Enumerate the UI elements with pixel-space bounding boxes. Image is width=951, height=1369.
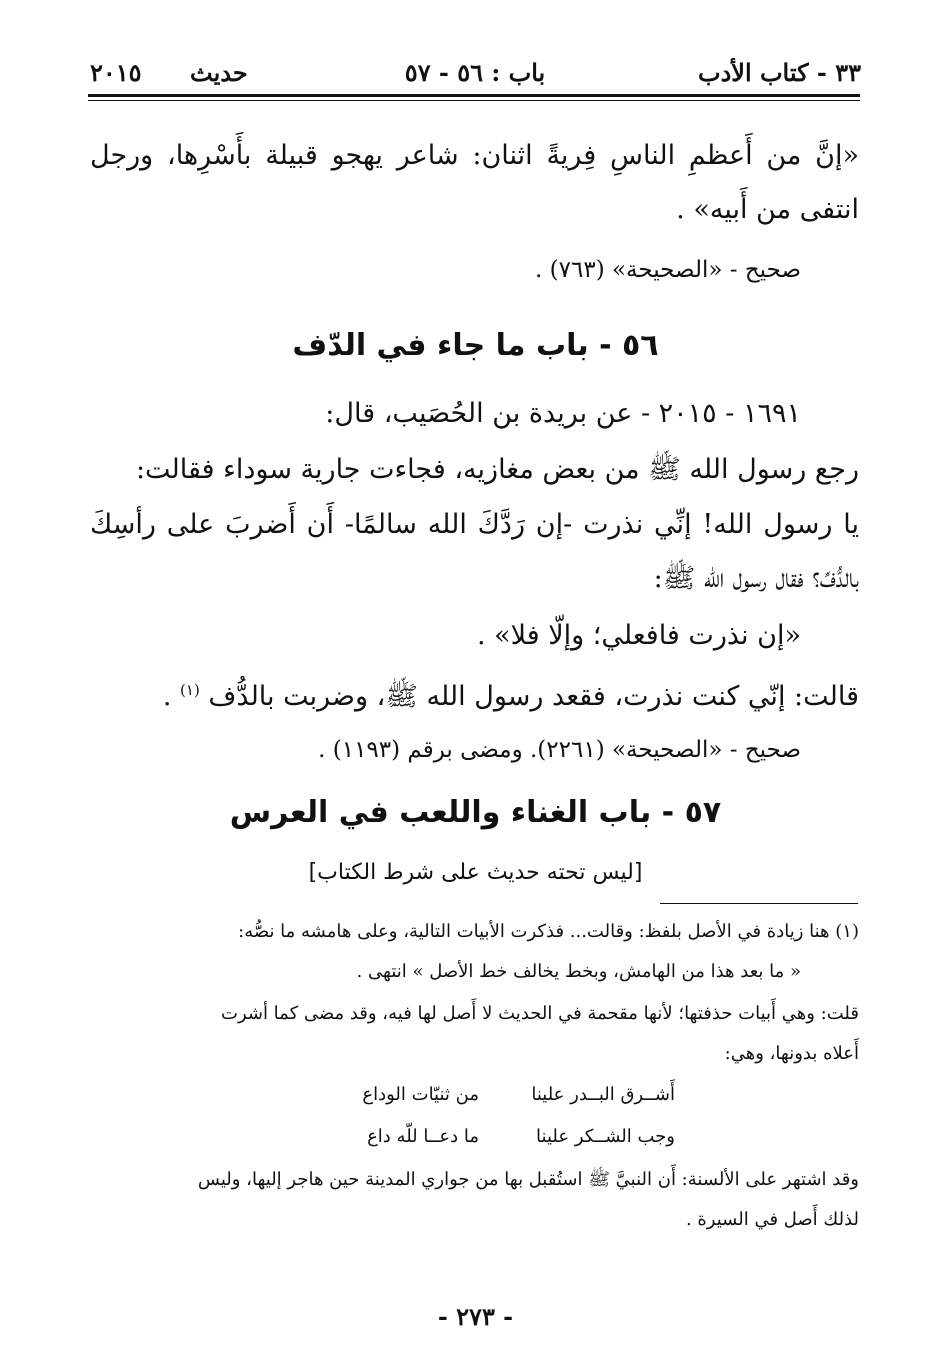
footnote-rule [660,903,858,904]
header-rule-thin [88,100,860,101]
poem-hemistich: أَشــرق البــدر علينا [531,1084,675,1105]
chapter-note: [ليس تحته حديث على شرط الكتاب] [308,860,643,885]
text-line: يا رسول الله! إنِّي نذرت -إن رَدَّكَ الله سالمًا- أَن أَضربَ على رأسِكَ [90,509,859,540]
isnad-line: ١٦٩١ - ٢٠١٥ - عن بريدة بن الحُصَيب، قال: [325,398,801,429]
footnote-line: وقد اشتهر على الألسنة: أَن النبيَّ ﷺ استُقبل بها من جواري المدينة حين هاجر إليها، وليس [197,1169,859,1190]
header-rule-thick [88,94,860,97]
text-segment: . [162,681,172,712]
text-line: «إنَّ من أَعظمِ الناسِ فِريةً اثنان: شاعر يهجو قبيلة بأَسْرِها، ورجل [90,140,859,171]
hadith-label: حديث [190,58,248,87]
chapter-title: ٣٣ - كتاب الأدب [697,58,861,87]
chapter-heading-56: ٥٦ - باب ما جاء في الدّف [292,328,659,363]
footnote-line: لذلك أَصل في السيرة . [685,1209,859,1230]
footnote-line: أَعلاه بدونها، وهي: [724,1043,859,1064]
grade-line: صحيح - «الصحيحة» (٢٢٦١). ومضى برقم (١١٩٣) . [318,737,801,763]
chapter-heading-57: ٥٧ - باب الغناء واللعب في العرس [229,795,722,830]
footnote-ref: (١) [180,681,200,699]
grade-line: صحيح - «الصحيحة» (٧٦٣) . [535,257,801,283]
footnote-line: « ما بعد هذا من الهامش، وبخط يخالف خط الأصل » انتهى . [356,961,801,982]
poem-hemistich: من ثنيّات الوداع [362,1084,479,1105]
text-line: انتفى من أَبيه» . [676,194,859,225]
text-line: بالدُّفِّ؟ فقال رسول الله ﷺ: [653,563,859,594]
section-range: باب : ٥٦ - ٥٧ [404,58,546,87]
text-segment: قالت: إنّي كنت نذرت، فقعد رسول الله ﷺ، وضربت بالدُّف [208,681,859,712]
text-line: «إن نذرت فافعلي؛ وإلّا فلا» . [476,620,801,651]
text-line: رجع رسول الله ﷺ من بعض مغازيه، فجاءت جارية سوداء فقالت: [135,454,859,485]
hadith-number: ٢٠١٥ [90,58,142,87]
poem-hemistich: ما دعــا للّه داع [367,1126,479,1147]
page-number: - ٢٧٣ - [437,1302,514,1331]
text-line [90,672,859,715]
footnote-line: (١) هنا زيادة في الأصل بلفظ: وقالت... فذكرت الأبيات التالية، وعلى هامشه ما نصُّه: [238,921,859,942]
poem-hemistich: وجب الشــكر علينا [536,1126,675,1147]
footnote-line: قلت: وهي أَبيات حذفتها؛ لأنها مقحمة في الحديث لا أَصل لها فيه، وقد مضى كما أشرت [221,1003,859,1024]
